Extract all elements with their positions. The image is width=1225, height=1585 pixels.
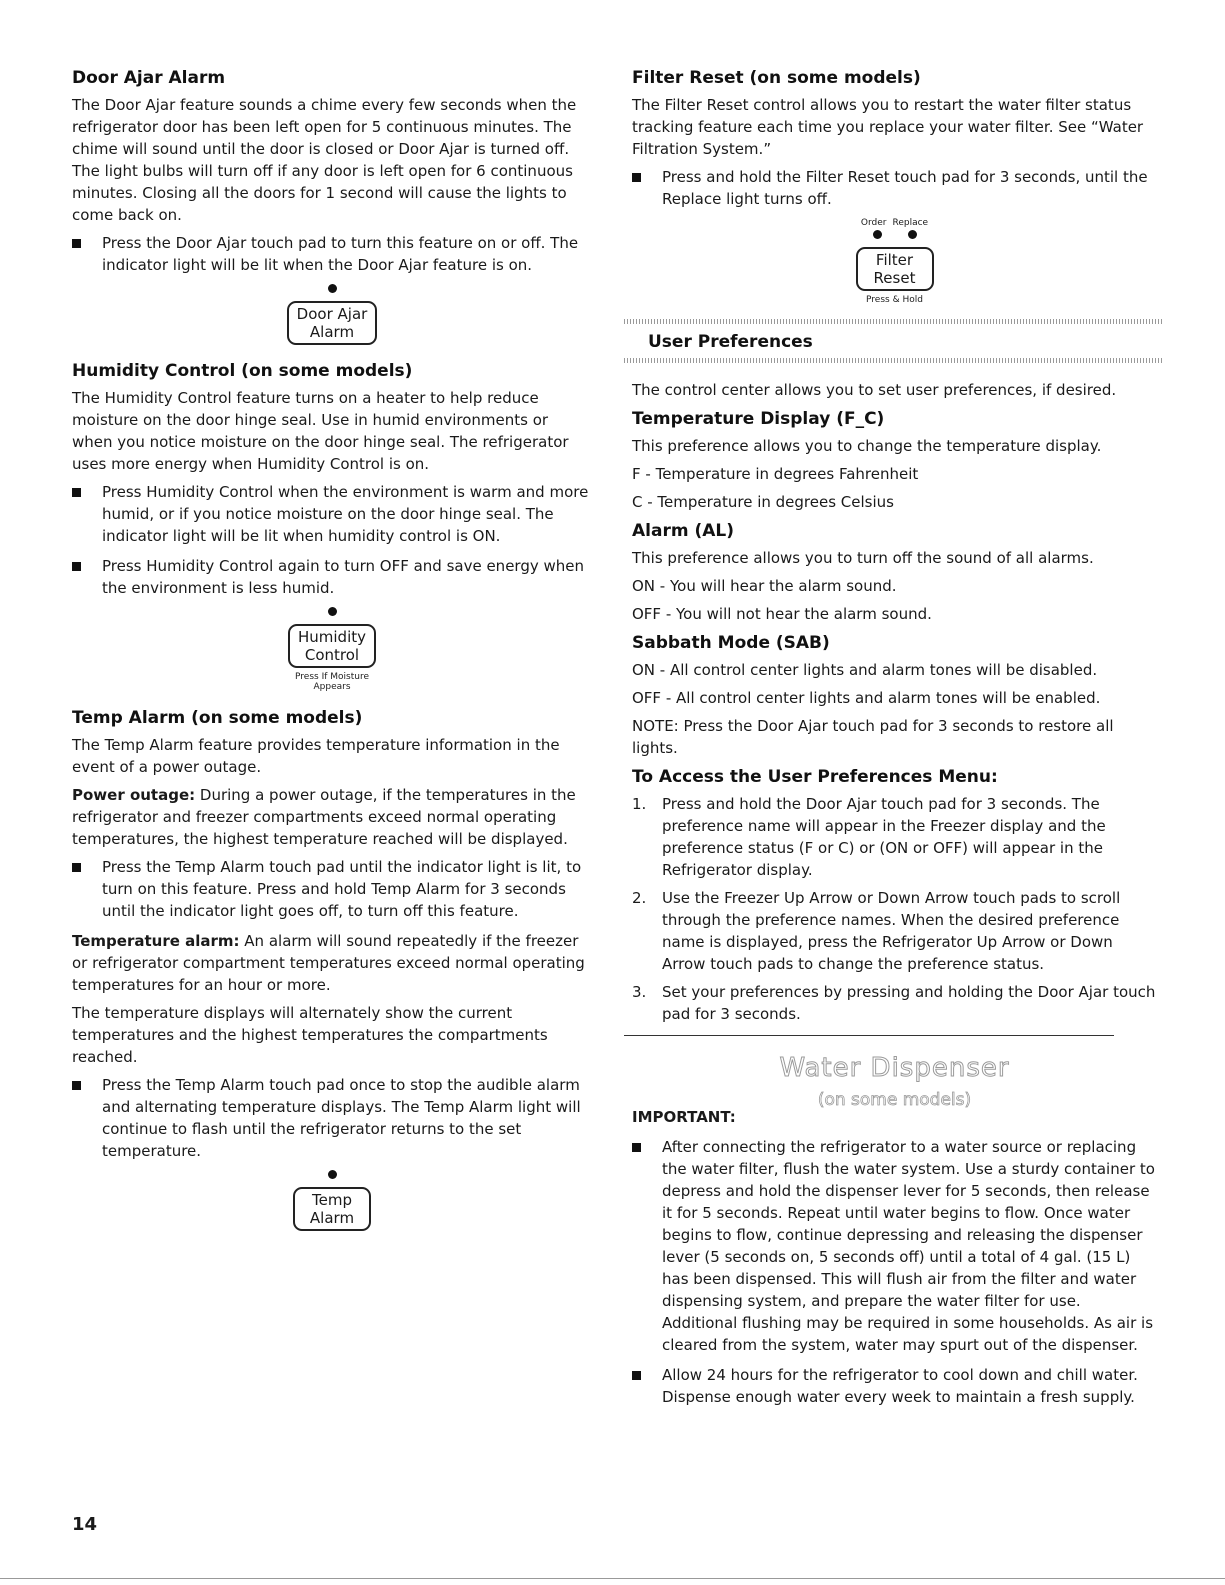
sabbath-on-line: ON - All control center lights and alarm tones will be disabled. (632, 661, 1098, 679)
door-ajar-pad-figure (72, 284, 592, 345)
alarm-heading: Alarm (AL) (632, 521, 734, 541)
step-number: 2. (632, 889, 647, 907)
temp-alarm-pad-figure (72, 1170, 592, 1231)
page-bottom-line (0, 1578, 1225, 1579)
step-text: Set your preferences by pressing and holding the Door Ajar touch pad for 3 seconds. (662, 983, 1156, 1023)
section-divider-bottom (624, 358, 1164, 363)
access-step (632, 793, 1157, 881)
replace-label: Replace (892, 218, 929, 228)
water-dispenser-title: Water Dispenser (779, 1053, 1010, 1083)
note-label: NOTE: (632, 717, 679, 735)
alarm-off-line: OFF - You will not hear the alarm sound. (632, 605, 932, 623)
water-bullet-2: Allow 24 hours for the refrigerator to cool down and chill water. Dispense enough water every week to maintain a fresh supply. (632, 1364, 1157, 1408)
pad-label-line2: Alarm (309, 323, 355, 341)
filter-indicator-lights (873, 230, 917, 239)
door-ajar-bullet: Press the Door Ajar touch pad to turn this feature on or off. The indicator light will be lit when the Door Ajar feature is on. (72, 232, 592, 276)
access-steps-list (632, 793, 1157, 1025)
temp-alarm-heading: Temp Alarm (on some models) (72, 708, 363, 728)
humidity-touch-pad (288, 624, 376, 668)
door-ajar-heading: Door Ajar Alarm (72, 68, 226, 88)
order-light-icon (873, 230, 882, 239)
temp-alarm-body: The Temp Alarm feature provides temperature information in the event of a power outage. (72, 736, 560, 776)
water-dispenser-subtitle: (on some models) (817, 1090, 972, 1110)
step-number: 1. (632, 795, 647, 813)
indicator-light-icon (328, 1170, 337, 1179)
order-label: Order (860, 218, 887, 228)
pad-label-line2: Alarm (309, 1209, 355, 1227)
door-ajar-touch-pad (287, 301, 378, 345)
filter-heading: Filter Reset (on some models) (632, 68, 921, 88)
temp-alarm-bullet-2: Press the Temp Alarm touch pad once to stop the audible alarm and alternating temperature displays. The Temp Alarm light will continue to flash until the refrigerator returns to the set temperature. (72, 1074, 592, 1162)
note-text: Press the Door Ajar touch pad for 3 seconds to restore all lights. (632, 717, 1114, 757)
celsius-line: C - Temperature in degrees Celsius (632, 493, 894, 511)
power-outage-label: Power outage: (72, 786, 196, 804)
water-bullet-1: After connecting the refrigerator to a water source or replacing the water filter, flush the water system. Use a sturdy container to depress and hold the dispenser lever for 5 seconds, then release it for 5 seconds. Repeat until water begins to flow. Once water begins to flow, continue depressing and releasing the dispenser lever (5 seconds on, 5 seconds off) until a total of 4 gal. (15 L) has been dispensed. This will flush air from the filter and water dispensing system, and prepare the water filter for use. Additional flushing may be required in some households. As air is cleared from the system, water may spurt out of the dispenser. (632, 1136, 1157, 1356)
filter-pad-note: Press & Hold (866, 295, 923, 305)
pad-label-line2: Control (304, 646, 360, 664)
filter-pad-figure (632, 218, 1157, 305)
step-text: Use the Freezer Up Arrow or Down Arrow touch pads to scroll through the preference names. When the desired preference name is displayed, press the Refrigerator Up Arrow or Down Arrow touch pads to change the preference status. (662, 889, 1121, 973)
pad-label-line2: Reset (873, 269, 916, 287)
water-dispenser-banner (632, 1052, 1157, 1112)
access-step (632, 887, 1157, 975)
note-paragraph (632, 715, 1157, 759)
filter-indicator-labels (861, 218, 928, 228)
humidity-pad-figure (72, 607, 592, 692)
temp-alarm-list-2 (72, 1074, 592, 1162)
sabbath-off-line: OFF - All control center lights and alarm tones will be enabled. (632, 689, 1101, 707)
humidity-pad-note (295, 672, 369, 692)
temperature-alarm-text: An alarm will sound repeatedly if the freezer or refrigerator compartment temperatures exceed normal operating temperatures for an hour or more. (72, 932, 585, 994)
temp-alarm-touch-pad (293, 1187, 371, 1231)
pad-note-line1: Press If Moisture (295, 672, 369, 682)
temp-display-body: This preference allows you to change the temperature display. (632, 437, 1102, 455)
temp-display-heading: Temperature Display (F_C) (632, 409, 885, 429)
section-rule (624, 1035, 1114, 1036)
page-number: 14 (72, 1514, 98, 1535)
pad-note-line2: Appears (313, 682, 351, 692)
pad-label-line1: Door Ajar (296, 305, 368, 323)
door-ajar-body: The Door Ajar feature sounds a chime every few seconds when the refrigerator door has been left open for 5 continuous minutes. The chime will sound until the door is closed or Door Ajar is turned off. The light bulbs will turn off if any door is left open for 6 continuous minutes. Closing all the doors for 1 second will cause the lights to come back on. (72, 96, 577, 224)
filter-reset-touch-pad (856, 247, 934, 291)
replace-light-icon (908, 230, 917, 239)
pad-label-line1: Humidity (297, 628, 366, 646)
temperature-alarm-paragraph (72, 930, 592, 996)
user-prefs-intro: The control center allows you to set user preferences, if desired. (632, 381, 1117, 399)
alarm-body: This preference allows you to turn off the sound of all alarms. (632, 549, 1094, 567)
temp-displays-paragraph: The temperature displays will alternately show the current temperatures and the highest temperatures the compartments reached. (72, 1004, 548, 1066)
pad-label-line1: Filter (875, 251, 914, 269)
filter-body: The Filter Reset control allows you to restart the water filter status tracking feature each time you replace your water filter. See “Water Filtration System.” (632, 96, 1144, 158)
power-outage-text: During a power outage, if the temperatures in the refrigerator and freezer compartments exceed normal operating temperatures, the highest temperature reached will be displayed. (72, 786, 576, 848)
user-preferences-title: User Preferences (648, 332, 813, 352)
humidity-bullet-1: Press Humidity Control when the environment is warm and more humid, or if you notice moisture on the door hinge seal. The indicator light will be lit when humidity control is ON. (72, 481, 592, 547)
important-label: IMPORTANT: (632, 1108, 736, 1126)
filter-bullet: Press and hold the Filter Reset touch pad for 3 seconds, until the Replace light turns off. (632, 166, 1157, 210)
indicator-light-icon (328, 607, 337, 616)
left-column (72, 66, 592, 1245)
temp-alarm-list-1 (72, 856, 592, 922)
temperature-alarm-label: Temperature alarm: (72, 932, 240, 950)
door-ajar-list (72, 232, 592, 276)
power-outage-paragraph (72, 784, 592, 850)
filter-list (632, 166, 1157, 210)
sabbath-heading: Sabbath Mode (SAB) (632, 633, 830, 653)
indicator-light-icon (328, 284, 337, 293)
step-text: Press and hold the Door Ajar touch pad for 3 seconds. The preference name will appear in the Freezer display and the preference status (F or C) or (ON or OFF) will appear in the Refrigerator display. (662, 795, 1106, 879)
humidity-list (72, 481, 592, 599)
fahrenheit-line: F - Temperature in degrees Fahrenheit (632, 465, 919, 483)
access-menu-heading: To Access the User Preferences Menu: (632, 767, 998, 787)
humidity-heading: Humidity Control (on some models) (72, 361, 413, 381)
humidity-bullet-2: Press Humidity Control again to turn OFF and save energy when the environment is less humid. (72, 555, 592, 599)
humidity-body: The Humidity Control feature turns on a heater to help reduce moisture on the door hinge seal. Use in humid environments or when you notice moisture on the door hinge seal. The refrigerator uses more energy when Humidity Control is on. (72, 389, 569, 473)
access-step (632, 981, 1157, 1025)
alarm-on-line: ON - You will hear the alarm sound. (632, 577, 897, 595)
water-list (632, 1136, 1157, 1408)
temp-alarm-bullet-1: Press the Temp Alarm touch pad until the indicator light is lit, to turn on this feature. Press and hold Temp Alarm for 3 seconds until the indicator light goes off, to turn off this feature. (72, 856, 592, 922)
pad-label-line1: Temp (312, 1191, 352, 1209)
right-column (632, 66, 1157, 1416)
step-number: 3. (632, 983, 647, 1001)
